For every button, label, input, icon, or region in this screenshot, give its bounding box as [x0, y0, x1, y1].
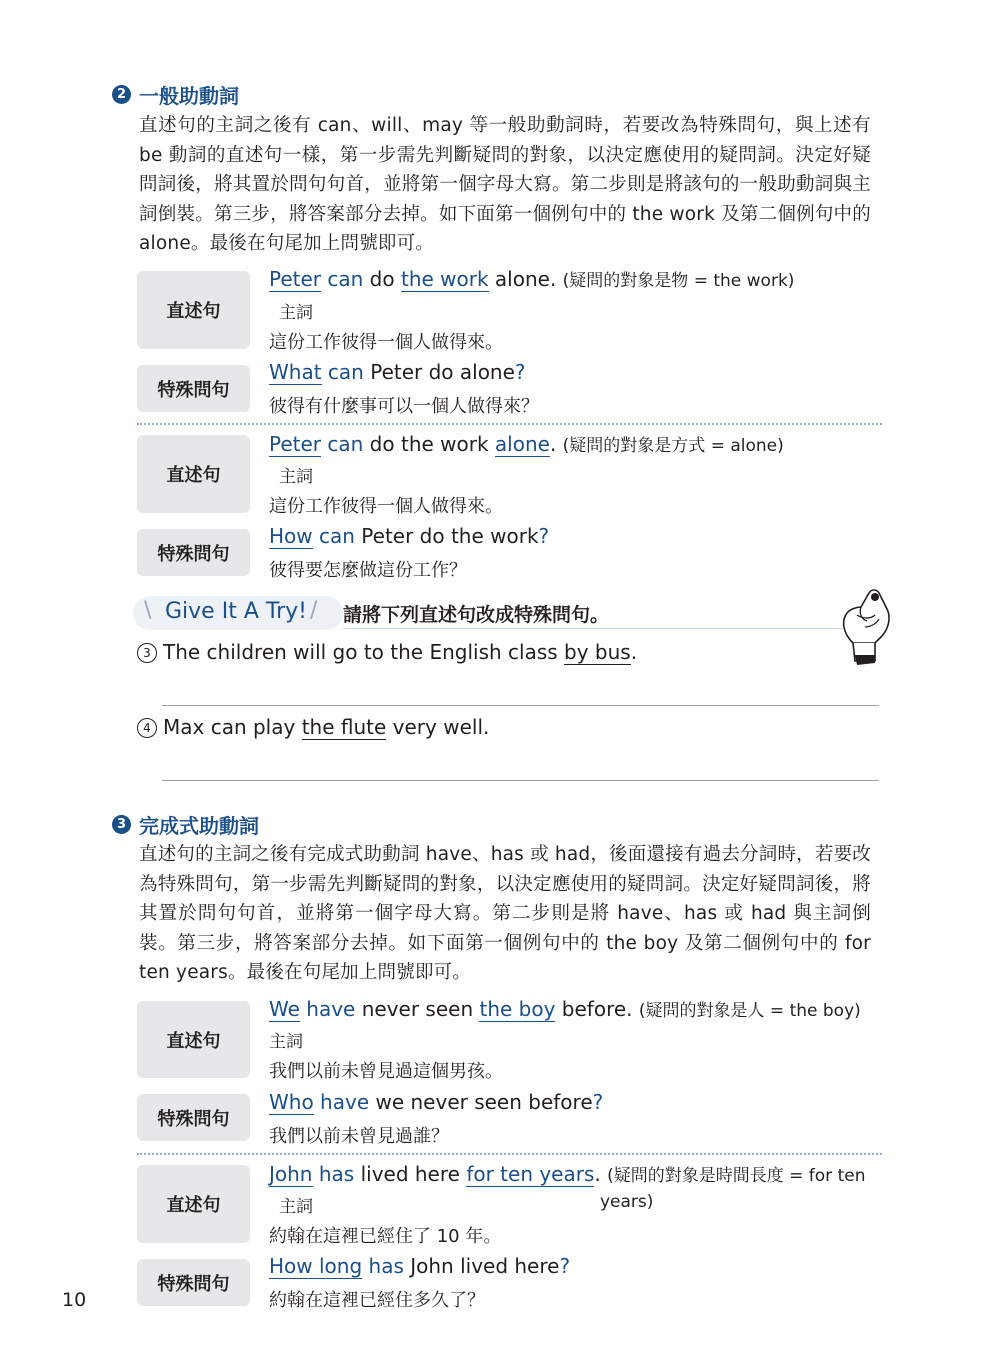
target-note: (疑問的對象是時間長度 = for ten [607, 1166, 866, 1186]
exercise-3: 3 The children will go to the English class by bus. [137, 640, 637, 664]
exercise-4: 4 Max can play the flute very well. [137, 715, 489, 739]
question-label: 特殊問句 [137, 529, 250, 576]
section-heading [112, 810, 259, 839]
page-number: 10 [62, 1289, 87, 1311]
divider [137, 423, 882, 425]
statement-sentence: John has lived here for ten years. (疑問的對象是時間長度 = for ten [269, 1162, 866, 1186]
statement-label: 直述句 [137, 271, 250, 349]
chinese-translation: 這份工作彼得一個人做得來。 [269, 496, 503, 517]
section-number: 2 [112, 85, 131, 104]
section-heading [112, 80, 239, 109]
section-title: 完成式助動詞 [139, 814, 259, 838]
statement-label: 直述句 [137, 1001, 250, 1078]
chinese-translation: 彼得有什麼事可以一個人做得來？ [269, 396, 539, 417]
statement-sentence: We have never seen the boy before. (疑問的對象是人 = the boy) [269, 997, 861, 1021]
question-sentence: How long has John lived here? [269, 1254, 571, 1278]
try-instruction: 請將下列直述句改成特殊問句。 [343, 604, 610, 626]
subject-label: 主詞 [279, 467, 313, 487]
chinese-translation: 我們以前未曾見過這個男孩。 [269, 1061, 503, 1082]
question-sentence: What can Peter do alone? [269, 360, 526, 384]
question-label: 特殊問句 [137, 365, 250, 412]
slash-left: \ [144, 598, 152, 623]
target-note: (疑問的對象是方式 = alone) [562, 436, 784, 456]
question-sentence: Who have we never seen before? [269, 1090, 604, 1114]
section-title: 一般助動詞 [139, 84, 239, 108]
statement-sentence: Peter can do the work alone. (疑問的對象是物 = the work) [269, 267, 795, 291]
statement-label: 直述句 [137, 1165, 250, 1243]
target-note-continued: years) [600, 1192, 654, 1212]
chinese-translation: 約翰在這裡已經住了 10 年。 [269, 1226, 502, 1247]
chinese-translation: 約翰在這裡已經住多久了？ [269, 1290, 485, 1311]
answer-line[interactable] [162, 705, 879, 706]
section-paragraph: 直述句的主詞之後有完成式助動詞 have、has 或 had，後面還接有過去分詞時，若要改為特殊問句，第一步需先判斷疑問的對象，以決定應使用的疑問詞。決定好疑問詞後，將其置於問句句首，並將第一個字母大寫。第二步則是將 have、has 或 had 與主詞倒裝。第三步，將答案部分去掉。如下面第一個例句中的 the boy 及第二個例句中的 for ten years。最後在句尾加上問號即可。 [139, 844, 871, 984]
target-word: the work [400, 267, 489, 291]
statement-label: 直述句 [137, 435, 250, 513]
subject-label: 主詞 [269, 1032, 303, 1052]
try-title: Give It A Try! [165, 599, 307, 624]
aux-word: can [327, 267, 364, 291]
question-label: 特殊問句 [137, 1094, 250, 1141]
try-underline [343, 628, 843, 629]
exercise-number: 4 [137, 718, 157, 738]
slash-right: / [310, 598, 318, 623]
target-note: (疑問的對象是人 = the boy) [638, 1001, 861, 1021]
section-paragraph: 直述句的主詞之後有 can、will、may 等一般助動詞時，若要改為特殊問句，與上述有 be 動詞的直述句一樣，第一步需先判斷疑問的對象，以決定應使用的疑問詞。決定好疑問詞後，將其置於問句句首，並將第一個字母大寫。第二步則是將該句的一般助動詞與主詞倒裝。第三步，將答案部分去掉。如下面第一個例句中的 the work 及第二個例句中的 alone。最後在句尾加上問號即可。 [139, 115, 871, 255]
exercise-number: 3 [137, 643, 157, 663]
subject-label: 主詞 [279, 1197, 313, 1217]
answer-line[interactable] [162, 780, 879, 781]
chinese-translation: 我們以前未曾見過誰？ [269, 1126, 449, 1147]
statement-sentence: Peter can do the work alone. (疑問的對象是方式 = alone) [269, 432, 784, 456]
chinese-translation: 彼得要怎麼做這份工作？ [269, 560, 467, 581]
section-number: 3 [112, 815, 131, 834]
target-note: (疑問的對象是物 = the work) [562, 271, 795, 291]
divider [137, 1153, 882, 1155]
question-label: 特殊問句 [137, 1259, 250, 1306]
question-sentence: How can Peter do the work? [269, 524, 550, 548]
pencil-hand-icon [835, 583, 895, 669]
subject-label: 主詞 [279, 303, 313, 323]
chinese-translation: 這份工作彼得一個人做得來。 [269, 332, 503, 353]
subject-word: Peter [269, 267, 322, 291]
